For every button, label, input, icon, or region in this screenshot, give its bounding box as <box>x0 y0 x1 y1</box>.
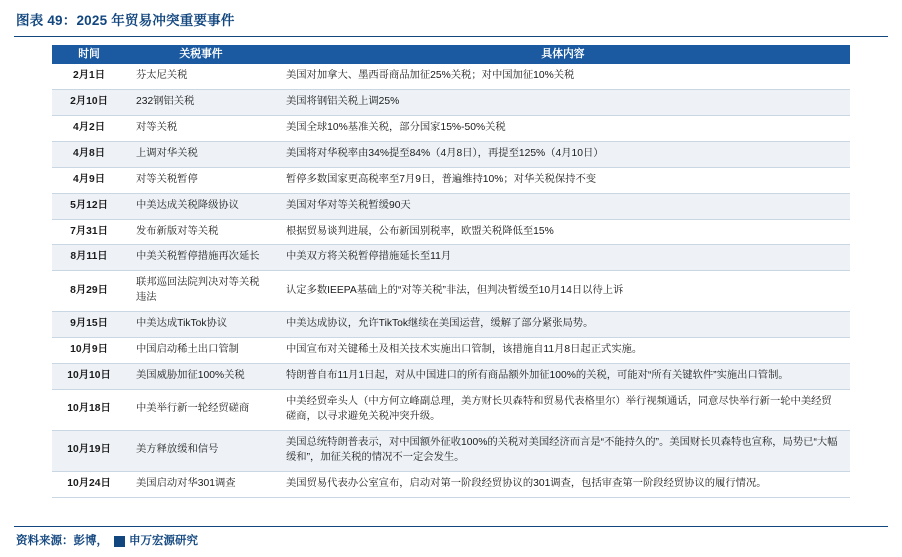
cell-date: 10月10日 <box>52 364 126 390</box>
cell-event: 232钢铝关税 <box>126 89 276 115</box>
cell-event: 中美举行新一轮经贸磋商 <box>126 389 276 430</box>
cell-detail: 美国全球10%基准关税，部分国家15%-50%关税 <box>276 115 850 141</box>
footer-content <box>14 532 888 557</box>
cell-event: 美国启动对华301调查 <box>126 471 276 497</box>
table-header-row <box>52 45 850 64</box>
page-title: 图表 49：2025 年贸易冲突重要事件 <box>16 13 235 28</box>
cell-date: 2月10日 <box>52 89 126 115</box>
cell-detail: 美国将对华税率由34%提至84%（4月8日），再提至125%（4月10日） <box>276 141 850 167</box>
cell-event: 中美达成关税降级协议 <box>126 193 276 219</box>
cell-detail: 美国将钢铝关税上调25% <box>276 89 850 115</box>
table-row <box>52 89 850 115</box>
cell-detail: 暂停多数国家更高税率至7月9日，普遍维持10%；对华关税保持不变 <box>276 167 850 193</box>
cell-detail: 中国宣布对关键稀土及相关技术实施出口管制，该措施自11月8日起正式实施。 <box>276 338 850 364</box>
table-row <box>52 364 850 390</box>
cell-event: 美国威胁加征100%关税 <box>126 364 276 390</box>
table-row <box>52 471 850 497</box>
cell-detail: 美国对华对等关税暂缓90天 <box>276 193 850 219</box>
source-label: 资料来源：彭博， <box>16 535 108 547</box>
cell-detail: 美国对加拿大、墨西哥商品加征25%关税；对中国加征10%关税 <box>276 64 850 89</box>
cell-event: 联邦巡回法院判决对等关税违法 <box>126 271 276 312</box>
cell-detail: 认定多数IEEPA基础上的“对等关税”非法，但判决暂缓至10月14日以待上诉 <box>276 271 850 312</box>
cell-detail: 美国贸易代表办公室宣布，启动对第一阶段经贸协议的301调查，包括审查第一阶段经贸协议的履行情况。 <box>276 471 850 497</box>
cell-date: 8月11日 <box>52 245 126 271</box>
cell-date: 7月31日 <box>52 219 126 245</box>
table-row <box>52 271 850 312</box>
cell-detail: 中美达成协议，允许TikTok继续在美国运营，缓解了部分紧张局势。 <box>276 312 850 338</box>
table-row <box>52 64 850 89</box>
cell-date: 9月15日 <box>52 312 126 338</box>
cell-detail: 中美双方将关税暂停措施延长至11月 <box>276 245 850 271</box>
cell-detail: 中美经贸牵头人（中方何立峰副总理，美方财长贝森特和贸易代表格里尔）举行视频通话，同意尽快举行新一轮中美经贸磋商，以寻求避免关税冲突升级。 <box>276 389 850 430</box>
cell-date: 2月1日 <box>52 64 126 89</box>
cell-event: 中美达成TikTok协议 <box>126 312 276 338</box>
table-row <box>52 245 850 271</box>
tariff-events-table <box>52 45 850 498</box>
table-container <box>0 37 902 498</box>
table-row <box>52 219 850 245</box>
cell-detail: 特朗普自布11月1日起，对从中国进口的所有商品额外加征100%的关税，可能对“所有关键软件”实施出口管制。 <box>276 364 850 390</box>
publisher-name: 申万宏源研究 <box>129 535 198 547</box>
column-header-date: 时间 <box>52 45 126 64</box>
cell-date: 4月9日 <box>52 167 126 193</box>
cell-date: 4月8日 <box>52 141 126 167</box>
footer-divider <box>14 526 888 527</box>
cell-event: 芬太尼关税 <box>126 64 276 89</box>
table-row <box>52 193 850 219</box>
cell-date: 10月19日 <box>52 430 126 471</box>
table-head <box>52 45 850 64</box>
table-row <box>52 430 850 471</box>
cell-detail: 美国总统特朗普表示，对中国额外征收100%的关税对美国经济而言是“不能持久的”。美国财长贝森特也宣称，局势已“大幅缓和”，加征关税的情况不一定会发生。 <box>276 430 850 471</box>
cell-event: 对等关税暂停 <box>126 167 276 193</box>
table-row <box>52 167 850 193</box>
table-body <box>52 64 850 497</box>
cell-date: 10月24日 <box>52 471 126 497</box>
figure-footer <box>0 526 902 557</box>
cell-date: 10月18日 <box>52 389 126 430</box>
column-header-event: 关税事件 <box>126 45 276 64</box>
table-row <box>52 115 850 141</box>
column-header-detail: 具体内容 <box>276 45 850 64</box>
cell-event: 上调对华关税 <box>126 141 276 167</box>
table-row <box>52 312 850 338</box>
figure-title-row <box>0 0 902 36</box>
cell-date: 8月29日 <box>52 271 126 312</box>
cell-event: 对等关税 <box>126 115 276 141</box>
cell-date: 4月2日 <box>52 115 126 141</box>
cell-event: 发布新版对等关税 <box>126 219 276 245</box>
cell-event: 中美关税暂停措施再次延长 <box>126 245 276 271</box>
shenwan-square-icon <box>114 536 125 547</box>
cell-date: 5月12日 <box>52 193 126 219</box>
cell-event: 中国启动稀土出口管制 <box>126 338 276 364</box>
cell-event: 美方释放缓和信号 <box>126 430 276 471</box>
cell-detail: 根据贸易谈判进展，公布新国别税率，欧盟关税降低至15% <box>276 219 850 245</box>
table-row <box>52 389 850 430</box>
table-row <box>52 338 850 364</box>
cell-date: 10月9日 <box>52 338 126 364</box>
table-row <box>52 141 850 167</box>
